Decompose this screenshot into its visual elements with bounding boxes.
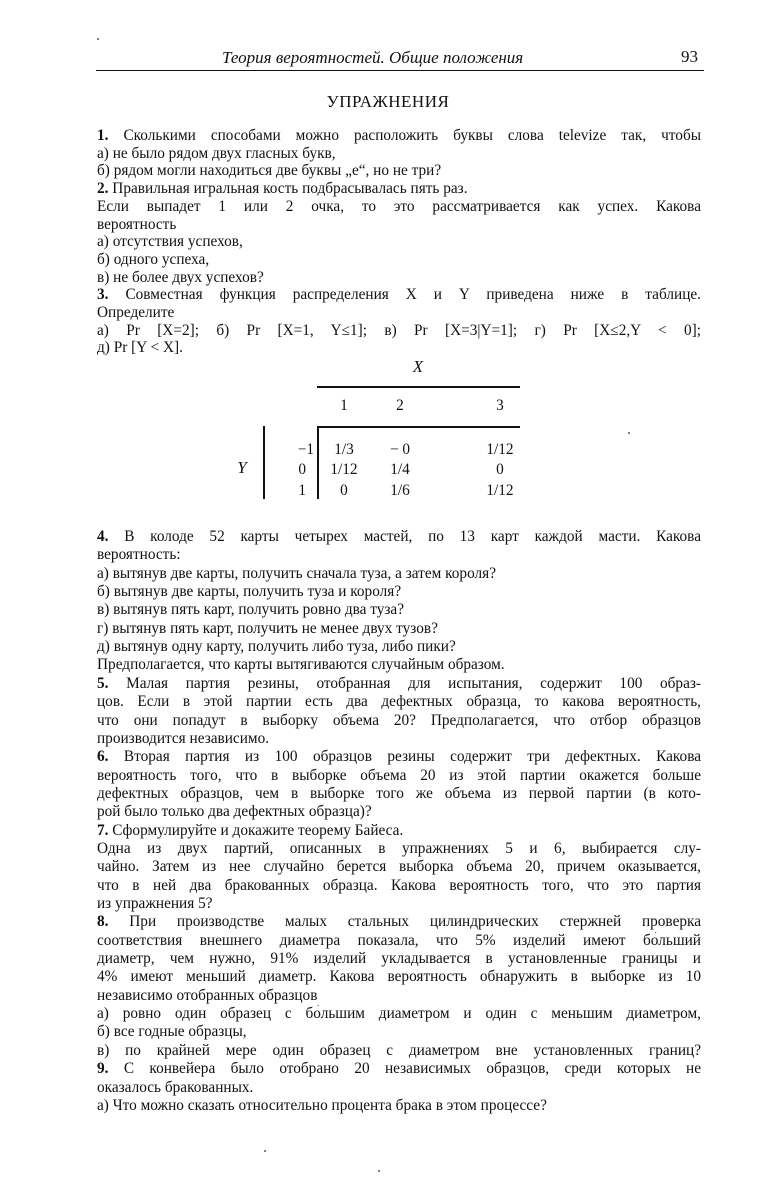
- line-text: Совместная функция распределения X и Y приведена ниже в таблице.: [108, 286, 701, 304]
- line-text: а) ровно один образец с бо́льшим диаметром и один с меньшим диаметром,: [97, 1005, 701, 1023]
- text-line: [97, 269, 701, 287]
- line-text: а) Что можно сказать относительно процента брака в этом процессе?: [97, 1096, 547, 1114]
- line-text: Предполагается, что карты вытягиваются случайным образом.: [97, 656, 505, 674]
- line-text: в) по крайней мере один образец с диаметром вне установленных границ?: [97, 1041, 701, 1059]
- text-line: [97, 822, 701, 840]
- line-text: Правильная игральная кость подбрасывалась пять раз.: [108, 180, 468, 198]
- text-line: [97, 127, 701, 145]
- text-line: [97, 730, 701, 748]
- line-text: Одна из двух партий, описанных в упражнениях 5 и 6, выбирается слу-: [97, 839, 701, 857]
- line-text: Сколькими способами можно расположить буквы слова televize так, чтобы: [108, 127, 701, 144]
- line-text: а) Pr [X=2]; б) Pr [X=1, Y≤1]; в) Pr [X=3|Y=1]; г) Pr [X≤2,Y < 0];: [97, 321, 701, 339]
- text-line: [97, 198, 701, 216]
- speck: [264, 1150, 266, 1152]
- text-line: [97, 162, 701, 180]
- line-text: что они попадут в выборку объема 20? Предполагается, что отбор образцов: [97, 711, 701, 729]
- text-line: [97, 601, 701, 619]
- text-line: [97, 656, 701, 674]
- text-line: [97, 251, 701, 269]
- line-text: соответствия внешнего диаметра показала, что 5% изделий имеют бо́льший: [97, 931, 701, 949]
- line-text: вероятность: [97, 215, 177, 233]
- speck: [97, 38, 99, 40]
- text-line: [97, 1042, 701, 1060]
- line-text: б) рядом могли находиться две буквы „е“, но не три?: [97, 162, 442, 180]
- text-line: [97, 1005, 701, 1023]
- text-line: [97, 1079, 701, 1097]
- text-line: [97, 546, 701, 564]
- row-header: −1: [297, 441, 314, 458]
- section-title: УПРАЖНЕНИЯ: [326, 92, 450, 111]
- text-line: [97, 877, 701, 895]
- line-text: д) вытянув одну карту, получить либо туза, либо пики?: [97, 638, 456, 656]
- y-axis-label: Y: [237, 458, 247, 477]
- text-line: [97, 712, 701, 730]
- exercise-number: 6.: [97, 748, 109, 766]
- row-header: 0: [298, 461, 306, 478]
- line-text: д) Pr [Y < X].: [97, 339, 183, 357]
- line-text: Вторая партия из 100 образцов резины содержит три дефектных. Какова: [108, 748, 701, 766]
- running-header: [96, 46, 704, 71]
- text-line: [97, 858, 701, 876]
- line-text: из упражнения 5?: [97, 895, 213, 912]
- table-cell: 1/12: [330, 461, 358, 478]
- col-header: 1: [340, 397, 348, 414]
- text-line: [97, 913, 701, 931]
- page-number: 93: [681, 47, 698, 66]
- exercise-number: 7.: [97, 821, 109, 839]
- line-text: чайно. Затем из нее случайно берется выборка объема 20, причем оказывается,: [97, 858, 701, 876]
- header-title: Теория вероятностей. Общие положения: [222, 48, 524, 67]
- speck: [628, 432, 630, 434]
- text-line: [97, 968, 701, 986]
- table-cell: 0: [496, 461, 504, 478]
- line-text: Если выпадет 1 или 2 очка, то это рассматривается как успех. Какова: [97, 197, 701, 215]
- line-text: в) не более двух успехов?: [97, 268, 264, 286]
- line-text: в) вытянув пять карт, получить ровно два туза?: [97, 601, 404, 619]
- line-text: а) не было рядом двух гласных букв,: [97, 144, 336, 162]
- exercise-number: 3.: [97, 286, 109, 304]
- text-line: [97, 180, 701, 198]
- line-text: вероятность:: [97, 546, 181, 564]
- table-cell: 1/4: [390, 461, 410, 478]
- text-line: [97, 322, 701, 340]
- exercise-number: 9.: [97, 1060, 109, 1078]
- line-text: Малая партия резины, отобранная для испытания, содержит 100 образ-: [108, 674, 701, 692]
- exercise-number: 8.: [97, 913, 109, 931]
- line-text: дефектных образцов, чем в выборке того же объема из первой партии (в кото-: [97, 784, 701, 802]
- line-text: б) вытянув две карты, получить туза и короля?: [97, 583, 402, 601]
- text-line: [97, 895, 701, 913]
- line-text: Определите: [97, 304, 175, 321]
- line-text: а) отсутствия успехов,: [97, 233, 243, 251]
- table-cell: 0: [340, 482, 348, 499]
- line-text: б) все годные образцы,: [97, 1023, 247, 1041]
- x-axis-label: X: [412, 357, 424, 376]
- text-line: [97, 565, 701, 583]
- line-text: С конвейера было отобрано 20 независимых образцов, среди которых не: [108, 1060, 701, 1078]
- text-line: [97, 339, 701, 357]
- text-line: [97, 693, 701, 711]
- line-text: вероятность того, что в выборке объема 20 из этой партии окажется больше: [97, 766, 701, 784]
- text-line: [97, 803, 701, 821]
- line-text: г) вытянув пять карт, получить не менее двух тузов?: [97, 619, 438, 637]
- line-text: диаметр, чем нужно, 91% изделий укладывается в установленные границы и: [97, 950, 701, 968]
- exercise-number: 2.: [97, 180, 109, 198]
- text-line: [97, 304, 701, 322]
- line-text: производится независимо.: [97, 729, 270, 747]
- text-line: [97, 987, 701, 1005]
- line-text: б) одного успеха,: [97, 250, 210, 268]
- text-line: [97, 145, 701, 163]
- speck: [378, 1170, 380, 1172]
- text-line: [97, 620, 701, 638]
- text-line: [97, 1060, 701, 1078]
- text-line: [97, 638, 701, 656]
- text-line: [97, 1097, 701, 1115]
- exercise-number: 5.: [97, 674, 109, 692]
- table-cell: − 0: [389, 441, 411, 458]
- line-text: При производстве малых стальных цилиндрических стержней проверка: [108, 913, 701, 931]
- table-cell: 1/12: [486, 482, 514, 499]
- line-text: 4% имеют меньший диаметр. Какова вероятность обнаружить в выборке из 10: [97, 968, 701, 986]
- text-line: [97, 528, 701, 546]
- text-line: [97, 785, 701, 803]
- col-header: 2: [396, 397, 404, 414]
- col-header: 3: [496, 397, 504, 414]
- line-text: а) вытянув две карты, получить сначала туза, а затем короля?: [97, 564, 496, 582]
- exercise-number: 1.: [97, 127, 109, 144]
- line-text: Сформулируйте и докажите теорему Байеса.: [108, 821, 404, 839]
- text-line: [97, 675, 701, 693]
- line-text: рой было только два дефектных образца)?: [97, 803, 372, 821]
- header-rule: [317, 386, 520, 388]
- table-cell: 1/6: [390, 482, 410, 499]
- text-line: [97, 216, 701, 234]
- text-line: [97, 932, 701, 950]
- table-cell: 1/3: [334, 441, 354, 458]
- table-cell: 1/12: [486, 441, 514, 458]
- text-line: [97, 840, 701, 858]
- text-line: [97, 950, 701, 968]
- text-line: [97, 767, 701, 785]
- exercise-number: 4.: [97, 528, 109, 545]
- line-text: независимо отобранных образцов: [97, 986, 318, 1004]
- row-header: 1: [298, 482, 306, 499]
- text-line: [97, 1023, 701, 1041]
- line-text: цов. Если в этой партии есть два дефектных образца, то какова вероятность,: [97, 693, 701, 711]
- text-line: [97, 748, 701, 766]
- text-line: [97, 286, 701, 304]
- line-text: оказалось бракованных.: [97, 1078, 254, 1096]
- line-text: что в ней два бракованных образца. Какова вероятность того, что это партия: [97, 876, 701, 894]
- text-line: [97, 583, 701, 601]
- body-top-rule: [317, 426, 520, 428]
- text-line: [97, 233, 701, 251]
- line-text: В колоде 52 карты четырех мастей, по 13 карт каждой масти. Какова: [108, 528, 701, 545]
